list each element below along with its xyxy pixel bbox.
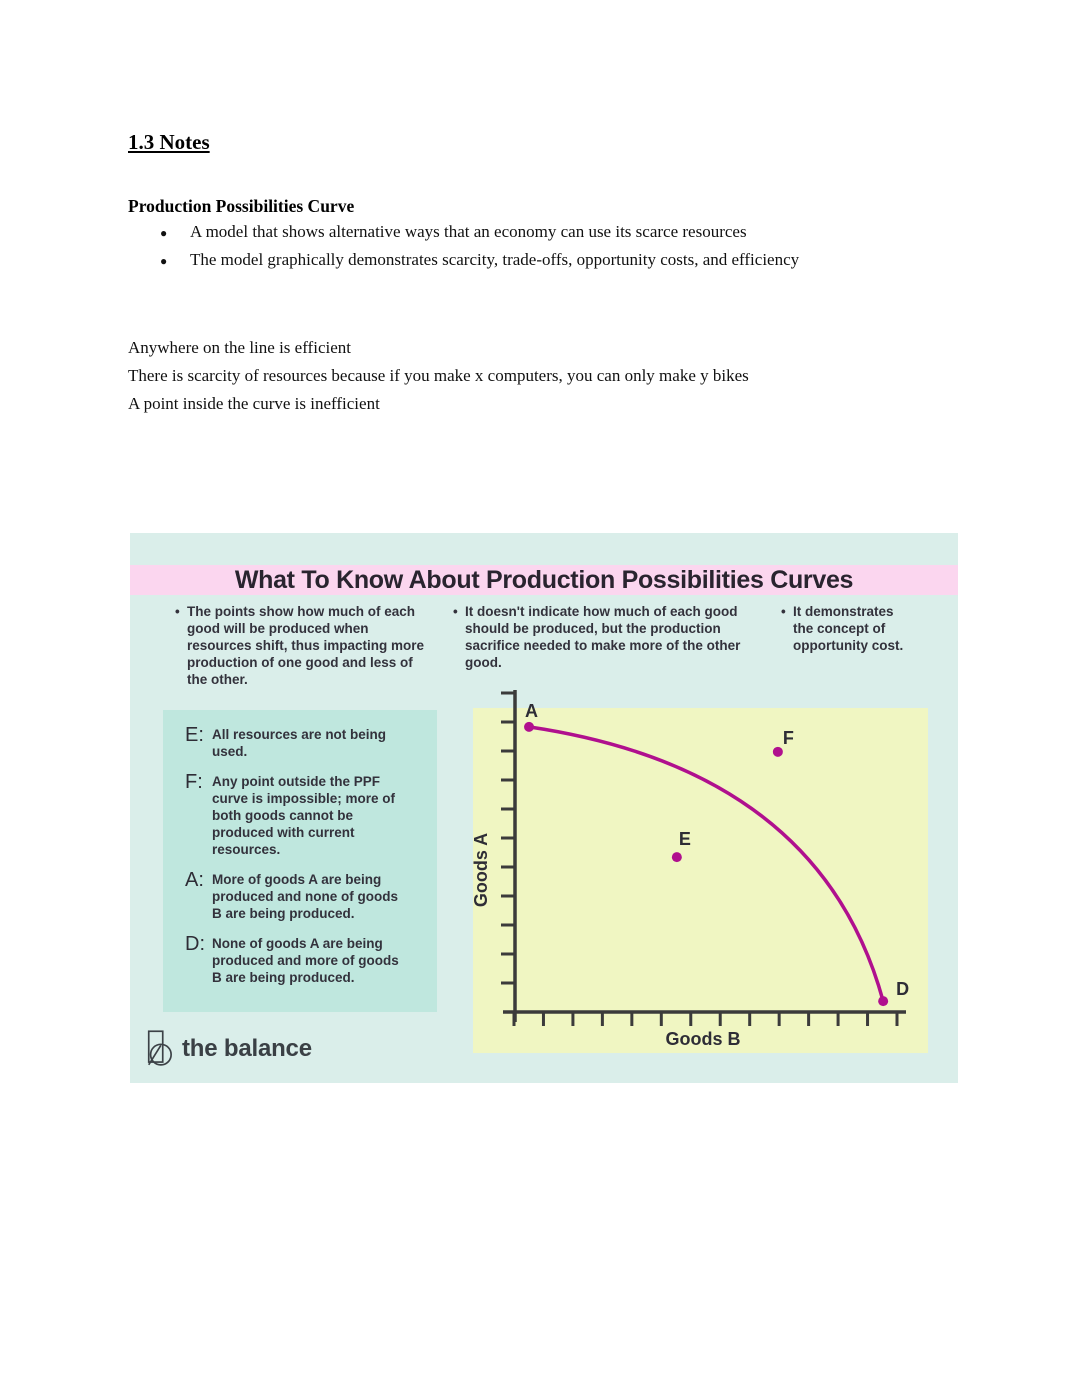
bullet-icon: • (175, 604, 180, 619)
point-label-A: A (525, 700, 539, 721)
data-point-A (524, 722, 534, 732)
infographic-title: What To Know About Production Possibilities Curves (234, 565, 854, 594)
chart-plot-background (473, 708, 928, 1053)
legend-entry (185, 871, 419, 922)
balance-logo (145, 1028, 312, 1070)
point-label-F: F (782, 727, 794, 748)
legend-letter: F: (185, 771, 203, 793)
legend-entry (185, 773, 419, 858)
legend-letter: E: (185, 724, 204, 746)
infographic-panel (130, 533, 958, 1083)
point-label-E: E (678, 829, 691, 850)
page-title: 1.3 Notes (128, 130, 210, 154)
data-point-F (773, 747, 783, 757)
top-bullet (175, 603, 427, 688)
section-heading: Production Possibilities Curve (128, 196, 355, 216)
list-item (128, 250, 799, 278)
top-bullet (453, 603, 753, 688)
infographic-top-bullets (175, 603, 916, 688)
top-bullet-text: It demonstrates the concept of opportunity cost. (793, 604, 904, 653)
list-item (128, 222, 799, 250)
bullet-text: The model graphically demonstrates scarcity, trade-offs, opportunity costs, and efficiency (190, 250, 800, 269)
top-bullet-text: It doesn't indicate how much of each good should be produced, but the production sacrifice needed to make more of the other good. (465, 604, 741, 670)
legend-text: More of goods A are being produced and none of goods B are being produced. (212, 872, 398, 921)
ppc-chart (460, 678, 930, 1058)
bullet-icon: ● (160, 226, 168, 240)
notes-paragraph (128, 334, 749, 418)
bullet-list (128, 222, 799, 278)
x-axis-label: Goods B (665, 1029, 741, 1049)
legend-entry (185, 726, 419, 760)
legend-letter: D: (185, 933, 205, 955)
legend-letter: A: (185, 869, 204, 891)
top-bullet (781, 603, 916, 688)
paragraph-line: A point inside the curve is inefficient (128, 394, 380, 413)
top-bullet-text: The points show how much of each good will be produced when resources shift, thus impacting more production of one good and less of the other. (187, 604, 425, 687)
balance-logo-text: the balance (182, 1035, 312, 1062)
bullet-text: A model that shows alternative ways that an economy can use its scarce resources (190, 222, 747, 241)
infographic-title-band (130, 565, 958, 595)
bullet-icon: • (781, 604, 786, 619)
paragraph-line: Anywhere on the line is efficient (128, 338, 351, 357)
paragraph-line: There is scarcity of resources because if you make x computers, you can only make y bikes (128, 366, 749, 385)
legend-entry (185, 935, 419, 986)
data-point-E (672, 852, 682, 862)
point-label-D: D (896, 979, 910, 1000)
legend-text: Any point outside the PPF curve is impossible; more of both goods cannot be produced with current resources. (212, 774, 396, 857)
legend-text: None of goods A are being produced and more of goods B are being produced. (212, 936, 399, 985)
y-axis-label: Goods A (471, 832, 491, 908)
bullet-icon: • (453, 604, 458, 619)
bullet-icon: ● (160, 254, 168, 268)
legend-box (163, 710, 437, 1012)
legend-text: All resources are not being used. (212, 727, 387, 759)
data-point-D (878, 996, 888, 1006)
balance-logo-icon (145, 1028, 173, 1070)
